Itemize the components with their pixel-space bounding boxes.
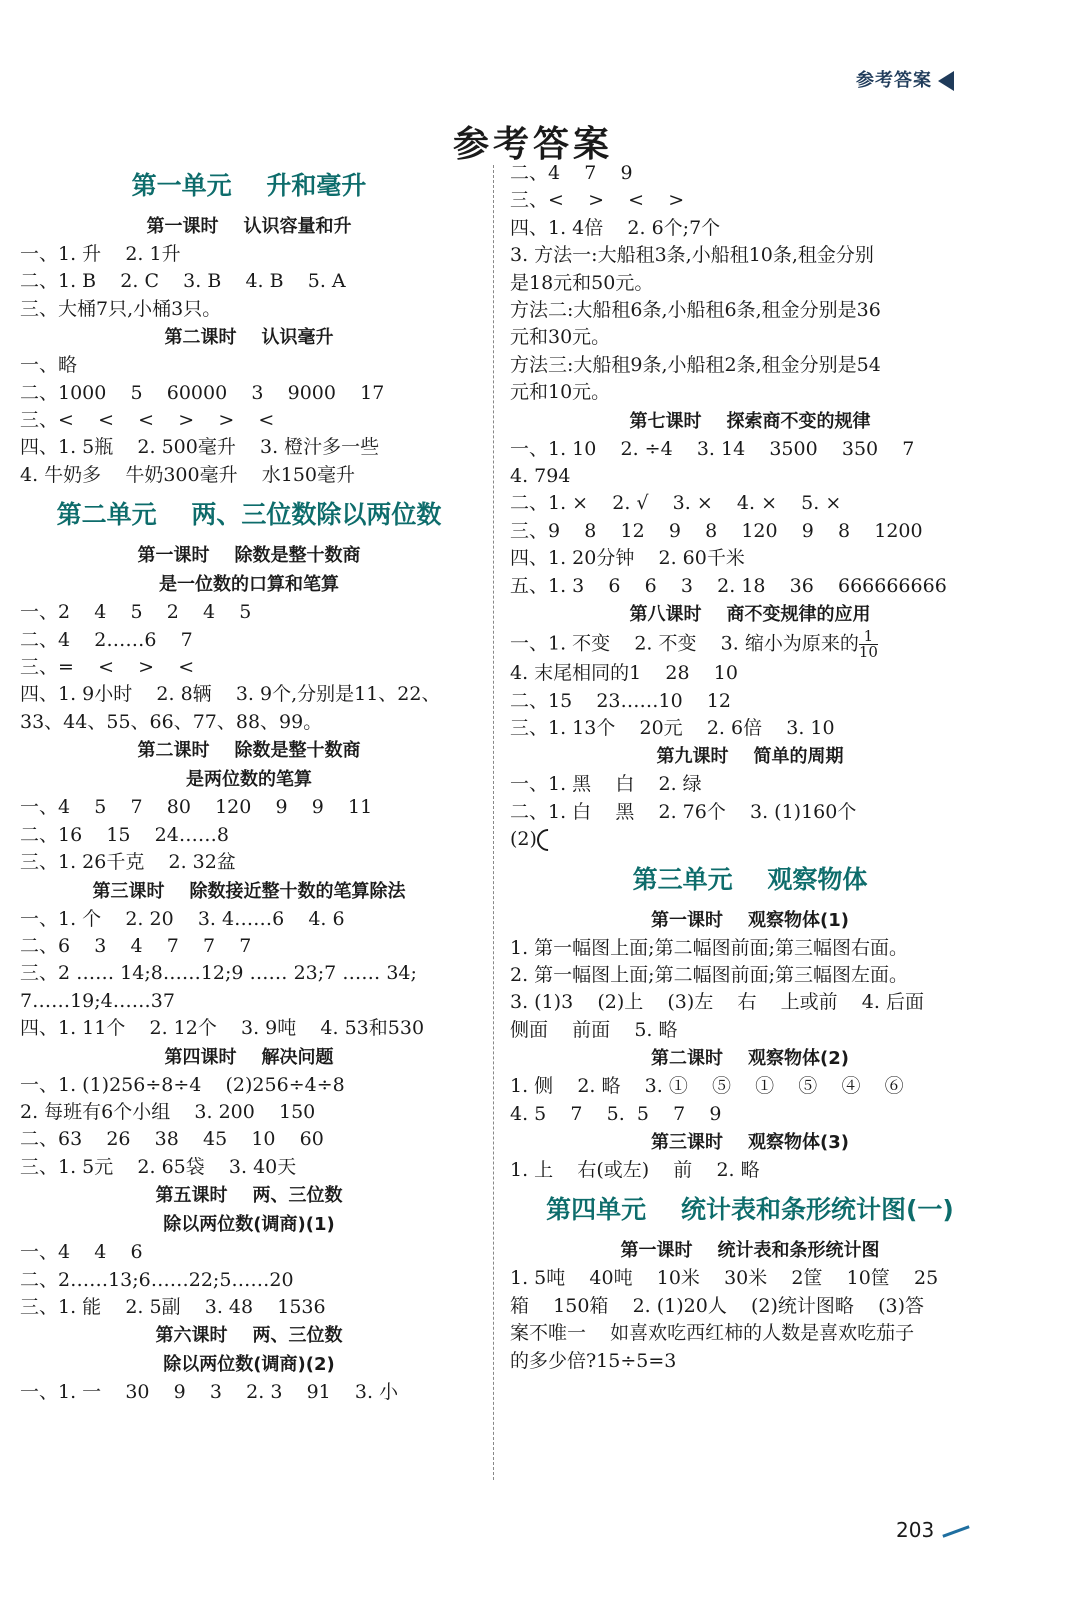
- answer-line: 二、1000 5 60000 3 9000 17: [20, 381, 385, 404]
- answer-line: 三、< > < >: [510, 189, 685, 212]
- answer-line: 4. 末尾相同的1 28 10: [510, 662, 738, 685]
- answer-line: 四、1. 4倍 2. 6个;7个: [510, 216, 721, 239]
- answer-line: 三、1. 能 2. 5副 3. 48 1536: [20, 1295, 326, 1318]
- answer-line: 元和30元。: [510, 326, 611, 349]
- unit-heading: 第二单元 两、三位数除以两位数: [56, 500, 442, 530]
- answer-line: 方法三:大船租9条,小船租2条,租金分别是54: [510, 353, 881, 376]
- lesson-heading: 第九课时 简单的周期: [656, 746, 844, 768]
- answer-line: 元和10元。: [510, 381, 611, 404]
- answer-line: 三、1. 5元 2. 65袋 3. 40天: [20, 1155, 297, 1178]
- unit-heading: 第四单元 统计表和条形统计图(一): [546, 1195, 954, 1225]
- fraction: [859, 629, 878, 660]
- lesson-heading: 第二课时 观察物体(2): [650, 1048, 850, 1070]
- lesson-heading: 第四课时 解决问题: [164, 1046, 334, 1068]
- answer-line: 二、4 7 9: [510, 162, 633, 184]
- answer-line: 案不唯一 如喜欢吃西红柿的人数是喜欢吃茄子: [510, 1322, 915, 1345]
- answer-line: 3. (1)3 (2)上 (3)左 右 上或前 4. 后面: [510, 991, 924, 1014]
- right-column: [510, 160, 990, 1375]
- arc-shape-icon: [532, 825, 563, 856]
- lesson-heading: 第二课时 除数是整十数商: [137, 740, 361, 762]
- answer-line: 二、4 2……6 7: [20, 628, 193, 651]
- lesson-heading: 是一位数的口算和笔算: [159, 574, 339, 596]
- answer-line: 4. 794: [510, 465, 571, 488]
- answer-line: 二、6 3 4 7 7 7: [20, 934, 252, 957]
- answer-line: 一、1. 个 2. 20 3. 4……6 4. 6: [20, 907, 345, 930]
- lesson-heading: 第八课时 商不变规律的应用: [629, 604, 871, 626]
- answer-text: (2): [510, 828, 537, 851]
- lesson-heading: 第五课时 两、三位数: [155, 1185, 343, 1207]
- lesson-heading: 第一课时 统计表和条形统计图: [620, 1240, 880, 1262]
- lesson-heading: 第一课时 认识容量和升: [146, 216, 352, 237]
- answer-line: 三、2 …… 14;8……12;9 …… 23;7 …… 34;: [20, 962, 417, 985]
- answer-line: 3. 方法一:大船租3条,小船租10条,租金分别: [510, 244, 874, 267]
- answer-line: 4. 5 7 5. 5 7 9: [510, 1102, 722, 1125]
- page-title: 参考答案: [452, 123, 613, 165]
- answer-line: 1. 侧 2. 略 3. ① ⑤ ① ⑤ ④ ⑥: [510, 1075, 904, 1098]
- page-number: [896, 1518, 970, 1542]
- answer-line: 三、1. 26千克 2. 32盆: [20, 851, 236, 874]
- answer-line: 2. 第一幅图上面;第二幅图前面;第三幅图左面。: [510, 963, 908, 986]
- answer-line: 一、略: [20, 354, 78, 377]
- answer-line: 一、4 4 6: [20, 1241, 143, 1264]
- answer-line: [510, 826, 990, 853]
- lesson-heading: 除以两位数(调商)(1): [163, 1214, 335, 1236]
- page-number-text: 203: [896, 1518, 935, 1542]
- column-divider: [493, 165, 494, 1480]
- answer-line: 三、9 8 12 9 8 120 9 8 1200: [510, 519, 923, 542]
- answer-line: 三、大桶7只,小桶3只。: [20, 297, 222, 320]
- answer-line: 二、16 15 24……8: [20, 823, 229, 846]
- lesson-heading: 第六课时 两、三位数: [155, 1325, 343, 1347]
- header-tag-text: 参考答案: [856, 70, 932, 91]
- answer-line: 是18元和50元。: [510, 271, 654, 294]
- answer-line: 二、63 26 38 45 10 60: [20, 1128, 324, 1151]
- answer-line: 一、1. 一 30 9 3 2. 3 91 3. 小: [20, 1381, 399, 1404]
- answer-line: 方法二:大船租6条,小船租6条,租金分别是36: [510, 299, 881, 322]
- lesson-heading: 是两位数的笔算: [186, 769, 312, 791]
- unit-heading: 第一单元 升和毫升: [131, 171, 367, 200]
- lesson-heading: 第二课时 认识毫升: [164, 327, 334, 349]
- answer-line: 三、< < < > > <: [20, 409, 275, 432]
- answer-line: 五、1. 3 6 6 3 2. 18 36 666666666: [510, 574, 947, 597]
- answer-line: 4. 牛奶多 牛奶300毫升 水150毫升: [20, 463, 356, 486]
- left-column: [20, 160, 478, 1407]
- lesson-heading: 第三课时 除数接近整十数的笔算除法: [92, 880, 406, 902]
- answer-text: 一、1. 不变 2. 不变 3. 缩小为原来的: [510, 632, 859, 655]
- lesson-heading: 第三课时 观察物体(3): [650, 1131, 850, 1153]
- answer-line: 1. 第一幅图上面;第二幅图前面;第三幅图右面。: [510, 936, 908, 959]
- fraction-numerator: 1: [859, 629, 878, 645]
- answer-line: 一、4 5 7 80 120 9 9 11: [20, 796, 373, 819]
- answer-line: 一、1. 黑 白 2. 绿: [510, 773, 702, 796]
- answer-line: 四、1. 20分钟 2. 60千米: [510, 547, 745, 570]
- page-slash-icon: [943, 1525, 970, 1537]
- lesson-heading: 第一课时 除数是整十数商: [137, 545, 361, 567]
- answer-line: 33、44、55、66、77、88、99。: [20, 710, 323, 733]
- answer-line: 箱 150箱 2. (1)20人 (2)统计图略 (3)答: [510, 1294, 924, 1317]
- triangle-marker-icon: [938, 71, 954, 91]
- fraction-denominator: 10: [858, 643, 878, 662]
- answer-line: 三、1. 13个 20元 2. 6倍 3. 10: [510, 716, 835, 739]
- answer-line: 二、1. × 2. √ 3. × 4. × 5. ×: [510, 492, 842, 515]
- answer-line: 四、1. 11个 2. 12个 3. 9吨 4. 53和530: [20, 1017, 425, 1040]
- answer-line: 二、1. B 2. C 3. B 4. B 5. A: [20, 270, 346, 293]
- answer-line: 四、1. 5瓶 2. 500毫升 3. 橙汁多一些: [20, 436, 380, 459]
- answer-line: 二、15 23……10 12: [510, 689, 732, 712]
- answer-line: 四、1. 9小时 2. 8辆 3. 9个,分别是11、22、: [20, 683, 441, 706]
- answer-line: 二、2……13;6……22;5……20: [20, 1268, 294, 1291]
- answer-line: 2. 每班有6个小组 3. 200 150: [20, 1100, 316, 1123]
- lesson-heading: 除以两位数(调商)(2): [163, 1354, 335, 1376]
- answer-line: 1. 5吨 40吨 10米 30米 2筐 10筐 25: [510, 1267, 939, 1290]
- answer-line: [510, 629, 990, 660]
- unit-heading: 第三单元 观察物体: [632, 864, 868, 894]
- answer-line: 一、2 4 5 2 4 5: [20, 601, 252, 624]
- answer-line: 一、1. 10 2. ÷4 3. 14 3500 350 7: [510, 437, 915, 460]
- lesson-heading: 第一课时 观察物体(1): [650, 909, 850, 931]
- answer-line: 三、= < > <: [20, 656, 195, 679]
- header-tag: [856, 66, 954, 92]
- lesson-heading: 第七课时 探索商不变的规律: [629, 410, 871, 432]
- answer-line: 一、1. (1)256÷8÷4 (2)256÷4÷8: [20, 1073, 345, 1096]
- answer-line: 二、1. 白 黑 2. 76个 3. (1)160个: [510, 800, 857, 823]
- answer-line: 1. 上 右(或左) 前 2. 略: [510, 1158, 760, 1181]
- answer-line: 的多少倍?15÷5=3: [510, 1349, 677, 1372]
- answer-line: 7……19;4……37: [20, 989, 175, 1012]
- answer-line: 一、1. 升 2. 1升: [20, 243, 181, 265]
- answer-line: 侧面 前面 5. 略: [510, 1018, 678, 1041]
